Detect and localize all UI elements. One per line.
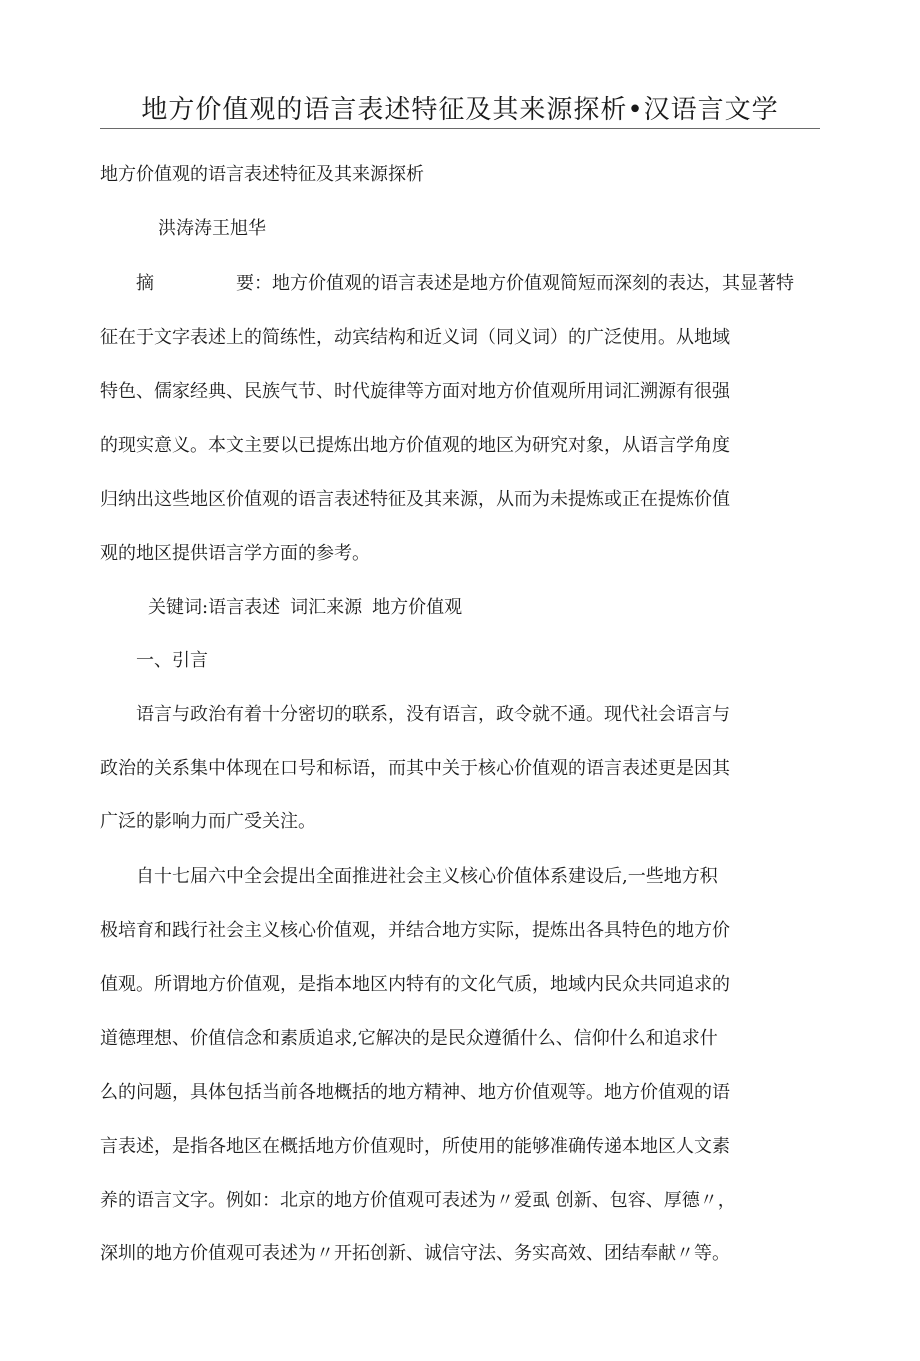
- paragraph-line: 值观。所谓地方价值观，是指本地区内特有的文化气质，地域内民众共同追求的: [100, 974, 730, 995]
- paragraph-line: 极培育和践行社会主义核心价值观，并结合地方实际，提炼出各具特色的地方价: [100, 920, 730, 941]
- paragraph-line: 深圳的地方价值观可表述为〃开拓创新、诚信守法、务实高效、团结奉献〃等。: [100, 1243, 730, 1264]
- abstract-text-5: 观的地区提供语言学方面的参考。: [100, 543, 370, 564]
- paragraph-line: 道德理想、价值信念和素质追求,它解决的是民众遵循什么、信仰什么和追求什: [100, 1028, 718, 1049]
- paragraph-line: 言表述，是指各地区在概括地方价值观时，所使用的能够准确传递本地区人文素: [100, 1136, 730, 1157]
- abstract-label-right: 要：: [236, 273, 272, 294]
- paragraph-line: 么的问题，具体包括当前各地概括的地方精神、地方价值观等。地方价值观的语: [100, 1082, 730, 1103]
- paragraph-line: 养的语言文字。例如：北京的地方价值观可表述为〃爱虱 创新、包容、厚德〃，: [100, 1190, 736, 1211]
- paragraph-line: 广泛的影响力而广受关注。: [100, 811, 316, 832]
- abstract-label-left: 摘: [136, 273, 154, 294]
- paragraph-line: 语言与政治有着十分密切的联系，没有语言，政令就不通。现代社会语言与: [136, 704, 730, 725]
- abstract-text-3: 的现实意义。本文主要以已提炼出地方价值观的地区为研究对象，从语言学角度: [100, 435, 730, 456]
- abstract-text-4: 归纳出这些地区价值观的语言表述特征及其来源，从而为未提炼或正在提炼价值: [100, 489, 730, 510]
- section-heading: 一、引言: [136, 650, 208, 671]
- abstract-text-2: 特色、儒家经典、民族气节、时代旋律等方面对地方价值观所用词汇溯源有很强: [100, 381, 730, 402]
- keyword-item: 语言表述: [208, 597, 281, 618]
- keyword-item: 地方价值观: [372, 597, 463, 618]
- abstract-text-0: 地方价值观的语言表述是地方价值观简短而深刻的表达，其显著特: [272, 273, 794, 294]
- paragraph-line: 自十七届六中全会提出全面推进社会主义核心价值体系建设后,一些地方积: [136, 866, 718, 887]
- page-title: 地方价值观的语言表述特征及其来源探析•汉语言文学: [141, 95, 779, 125]
- abstract-text-1: 征在于文字表述上的简练性，动宾结构和近义词（同义词）的广泛使用。从地域: [100, 327, 730, 348]
- title-divider: [100, 128, 820, 129]
- abstract-line-first: [236, 272, 794, 296]
- keywords-label: 关键词:: [148, 597, 209, 618]
- keyword-item: 词汇来源: [290, 597, 363, 618]
- paragraph-line: 政治的关系集中体现在口号和标语，而其中关于核心价值观的语言表述更是因其: [100, 758, 730, 779]
- abstract-label: [136, 272, 232, 296]
- keywords-line: [148, 596, 462, 620]
- article-subtitle: 地方价值观的语言表述特征及其来源探析: [100, 164, 424, 185]
- article-authors: 洪涛涛王旭华: [158, 218, 266, 239]
